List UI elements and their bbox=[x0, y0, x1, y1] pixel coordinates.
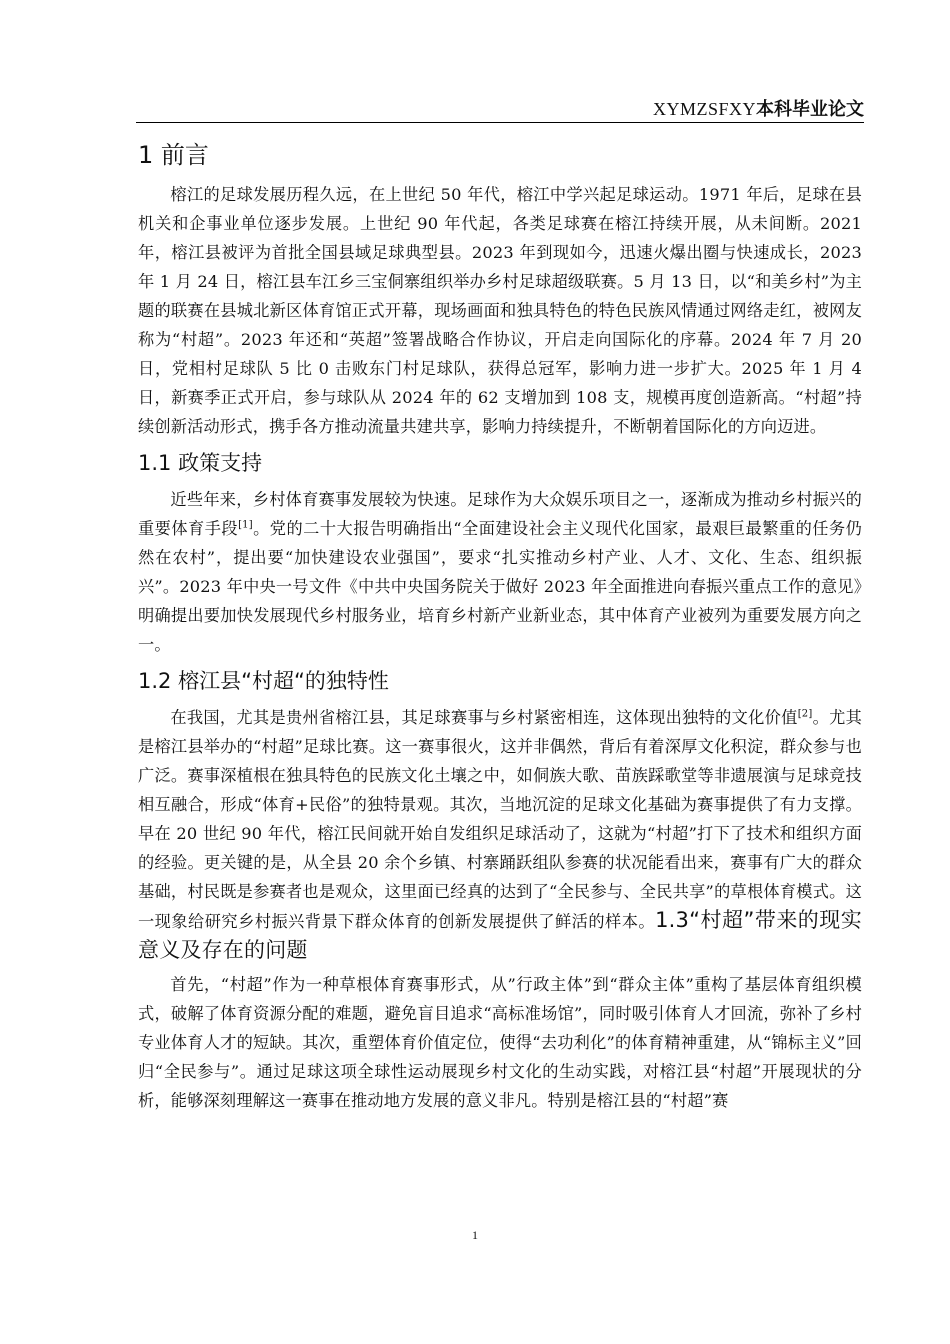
section-1-2-text-b: 。尤其是榕江县举办的“村超”足球比赛。这一赛事很火，这并非偶然，背后有着深厚文化积淀，群众参与也广泛。赛事深植根在独具特色的民族文化土壤之中，如侗族大歌、苗族踩歌堂等非遗展演与足球竞技相互融合，形成“体育+民俗”的独特景观。其次，当地沉淀的足球文化基础为赛事提供了有力支撑。早在 20 世纪 90 年代，榕江民间就开始自发组织足球活动了，这就为“村超”打下了技术和组织方面的经验。更关键的是，从全县 20 余个乡镇、村寨踊跃组队参赛的状况能看出来，赛事有广大的群众基础，村民既是参赛者也是观众，这里面已经真的达到了“全民参与、全民共享”的草根体育模式。这一现象给研究乡村振兴背景下群众体育的创新发展提供了鲜活的样本。 bbox=[138, 708, 862, 931]
section-1-1-text-b: 。党的二十大报告明确指出“全面建设社会主义现代化国家，最艰巨最繁重的任务仍然在农村”，提出要“加快建设农业强国”，要求“扎实推动乡村产业、人才、文化、生态、组织振兴”。2023 年中央一号文件《中共中央国务院关于做好 2023 年全面推进向春振兴重点工作的意见》明确提出要加快发展现代乡村服务业，培育乡村新产业新业态，其中体育产业被列为重要发展方向之一。 bbox=[138, 519, 862, 654]
section-1-2-text-a: 在我国，尤其是贵州省榕江县，其足球赛事与乡村紧密相连，这体现出独特的文化价值 bbox=[170, 708, 798, 727]
section-1-1-heading: 1.1 政策支持 bbox=[138, 451, 263, 475]
section-1-2-heading: 1.2 榕江县“村超“的独特性 bbox=[138, 669, 389, 693]
page-number: 1 bbox=[472, 1228, 478, 1242]
citation-2: [2] bbox=[797, 708, 813, 720]
section-1-1-text-a: 近些年来，乡村体育赛事发展较为快速。足球作为大众娱乐项目之一，逐渐成为推动乡村振兴的重要体育手段 bbox=[138, 490, 862, 538]
header-title: 本科毕业论文 bbox=[756, 99, 864, 120]
document-body bbox=[138, 132, 862, 1115]
page-header bbox=[136, 96, 864, 123]
section-1-3-paragraph: 首先，“村超”作为一种草根体育赛事形式，从”行政主体”到“群众主体”重构了基层体育组织模式，破解了体育资源分配的难题，避免盲目追求“高标准场馆”，同时吸引体育人才回流，弥补了乡村专业体育人才的短缺。其次，重塑体育价值定位，使得“去功利化”的体育精神重建，从“锦标主义”回归“全民参与”。通过足球这项全球性运动展现乡村文化的生动实践，对榕江县“村超”开展现状的分析，能够深刻理解这一赛事在推动地方发展的意义非凡。特别是榕江县的“村超”赛 bbox=[138, 975, 862, 1110]
section-1-paragraph: 榕江的足球发展历程久远，在上世纪 50 年代，榕江中学兴起足球运动。1971 年后，足球在县机关和企事业单位逐步发展。上世纪 90 年代起，各类足球赛在榕江持续开展，从未间断。2021 年，榕江县被评为首批全国县域足球典型县。2023 年到现如今，迅速火爆出圈与快速成长，2023 年 1 月 24 日，榕江县车江乡三宝侗寨组织举办乡村足球超级联赛。5 月 13 日，以“和美乡村”为主题的联赛在县城北新区体育馆正式开幕，现场画面和独具特色的特色民族风情通过网络走红，被网友称为“村超”。2023 年还和“英超”签署战略合作协议，开启走向国际化的序幕。2024 年 7 月 20 日，党相村足球队 5 比 0 击败东门村足球队，获得总冠军，影响力进一步扩大。2025 年 1 月 4 日，新赛季正式开启，参与球队从 2024 年的 62 支增加到 108 支，规模再度创造新高。“村超”持续创新活动形式，携手各方推动流量共建共享，影响力持续提升，不断朝着国际化的方向迈进。 bbox=[138, 185, 862, 436]
section-1-heading: 1 前言 bbox=[138, 141, 209, 169]
section-1-2-paragraph bbox=[138, 703, 862, 966]
citation-1: [1] bbox=[238, 519, 253, 531]
section-1-3-heading: 1.3“村超”带来的现实意义及存在的问题 bbox=[138, 908, 862, 962]
section-1-1-paragraph bbox=[138, 485, 862, 659]
header-code: XYMZSFXY bbox=[652, 99, 756, 119]
